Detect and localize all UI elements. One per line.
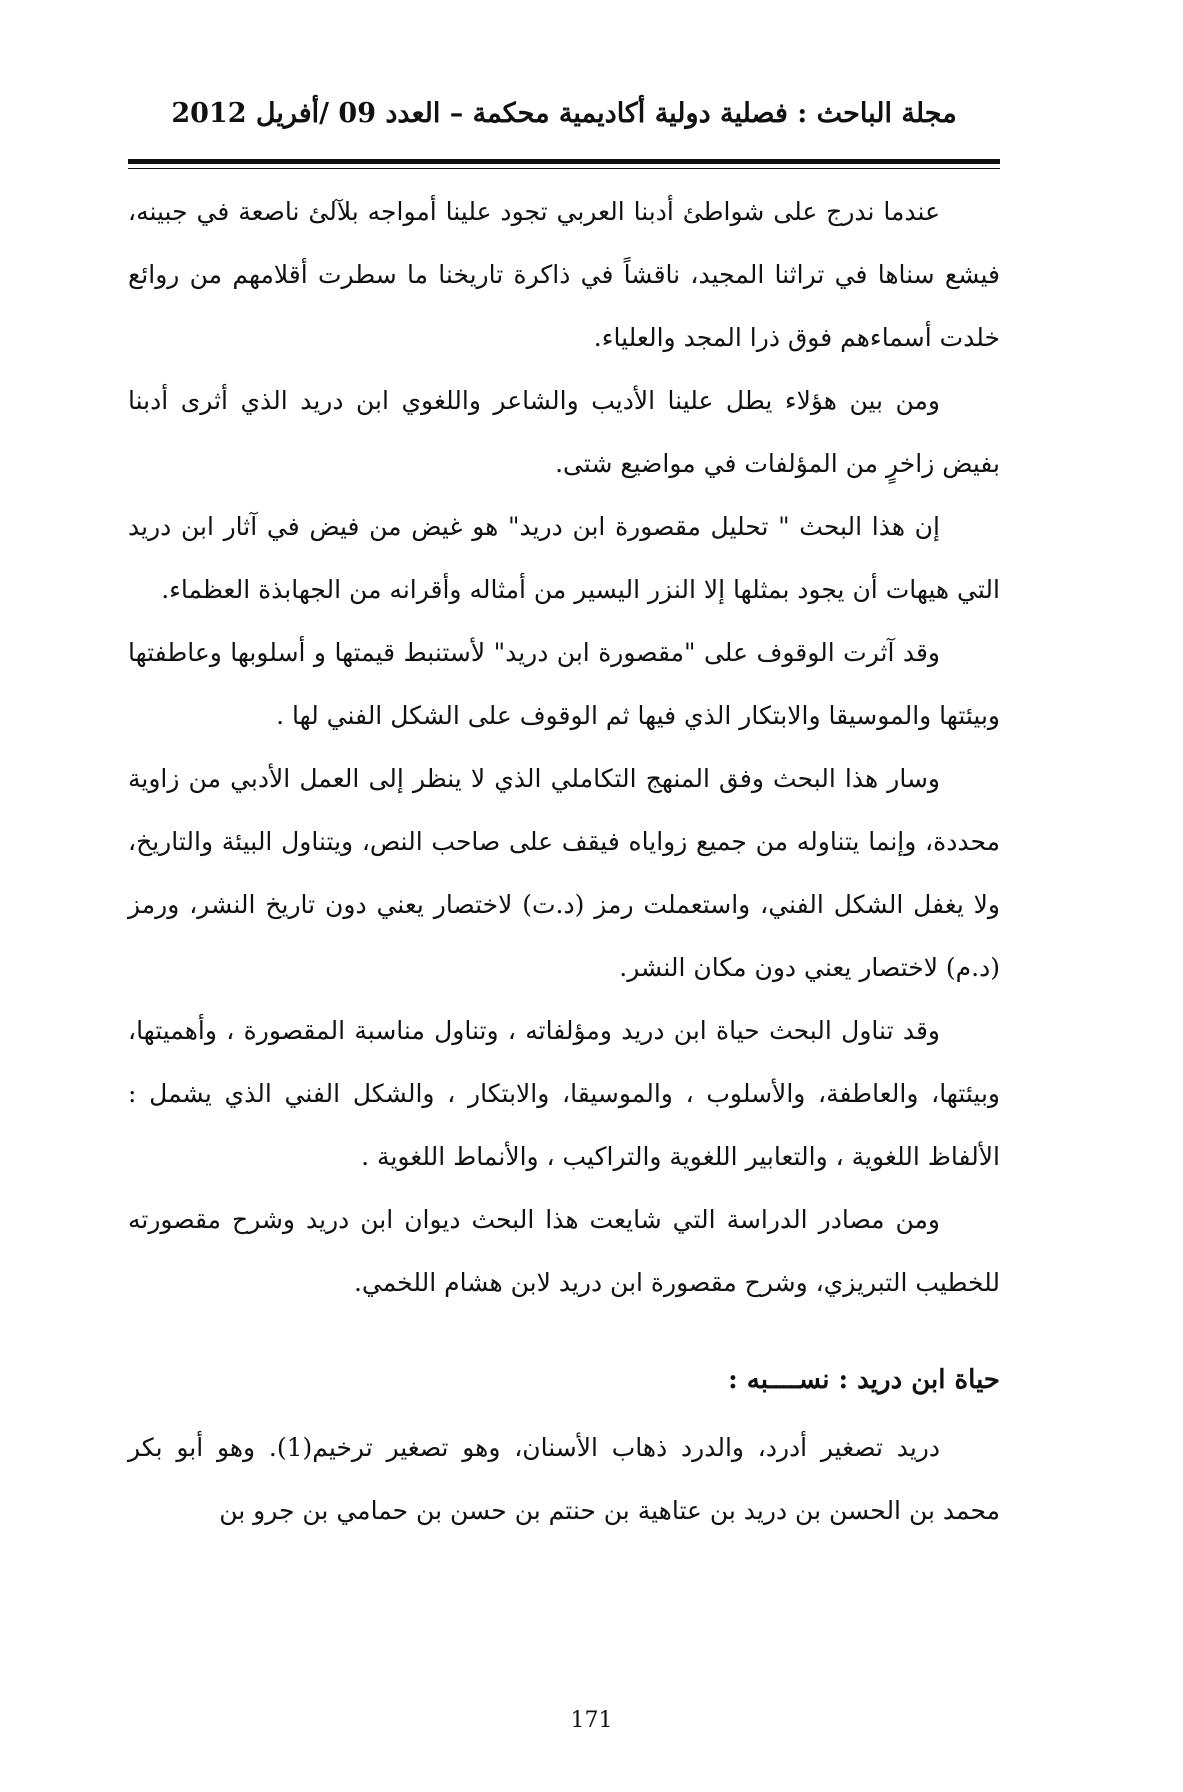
header-rule-thick: [128, 159, 1000, 164]
paragraph-method: وسار هذا البحث وفق المنهج التكاملي الذي لا ينظر إلى العمل الأدبي من زاوية محددة، وإنما يتناوله من جميع زواياه فيقف على صاحب النص، ويتناول البيئة والتاريخ، ولا يغفل الشكل الفني، واستعملت رمز (د.ت) لاختصار يعني دون تاريخ النشر، ورمز (د.م) لاختصار يعني دون مكان النشر.: [128, 764, 1000, 982]
header-rule-thin: [128, 168, 1000, 169]
page-number: 171: [570, 1708, 613, 1733]
section-heading: حياة ابن دريد : نســــبه :: [728, 1365, 1000, 1395]
paragraph-lineage: دريد تصغير أدرد، والدرد ذهاب الأسنان، وهو تصغير ترخيم(1). وهو أبو بكر محمد بن الحسن بن دريد بن عتاهية بن حنتم بن حسن بن حمامي بن جرو بن: [128, 1433, 1000, 1525]
paragraph-maqsura: وقد آثرت الوقوف على "مقصورة ابن دريد" لأستنبط قيمتها و أسلوبها وعاطفتها وبيئتها والموسيقا والابتكار الذي فيها ثم الوقوف على الشكل الفني لها .: [128, 638, 1000, 730]
paragraph-contents: وقد تناول البحث حياة ابن دريد ومؤلفاته ، وتناول مناسبة المقصورة ، وأهميتها، وبيئتها، والعاطفة، والأسلوب ، والموسيقا، والابتكار ، والشكل الفني الذي يشمل : الألفاظ اللغوية ، والتعابير اللغوية والتراكيب ، والأنماط اللغوية .: [128, 1016, 1000, 1171]
paragraph-intro: عندما ندرج على شواطئ أدبنا العربي تجود علينا أمواجه بلآلئ ناصعة في جبينه، فيشع سناها في تراثنا المجيد، ناقشاً في ذاكرة تاريخنا ما سطرت أقلامهم من روائع خلدت أسماءهم فوق ذرا المجد والعلياء.: [128, 197, 1000, 352]
paragraph-research: إن هذا البحث " تحليل مقصورة ابن دريد" هو غيض من فيض في آثار ابن دريد التي هيهات أن يجود بمثلها إلا النزر اليسير من أمثاله وأقرانه من الجهابذة العظماء.: [128, 512, 1000, 604]
article-body: [128, 180, 1000, 1542]
paragraph-ibn-durayd: ومن بين هؤلاء يطل علينا الأديب والشاعر واللغوي ابن دريد الذي أثرى أدبنا بفيض زاخرٍ من المؤلفات في مواضيع شتى.: [128, 386, 1000, 478]
journal-header: مجلة الباحث : فصلية دولية أكاديمية محكمة – العدد 09 /أفريل 2012: [171, 98, 957, 129]
paragraph-sources: ومن مصادر الدراسة التي شايعت هذا البحث ديوان ابن دريد وشرح مقصورته للخطيب التبريزي، وشرح مقصورة ابن دريد لابن هشام اللخمي.: [128, 1205, 1000, 1297]
